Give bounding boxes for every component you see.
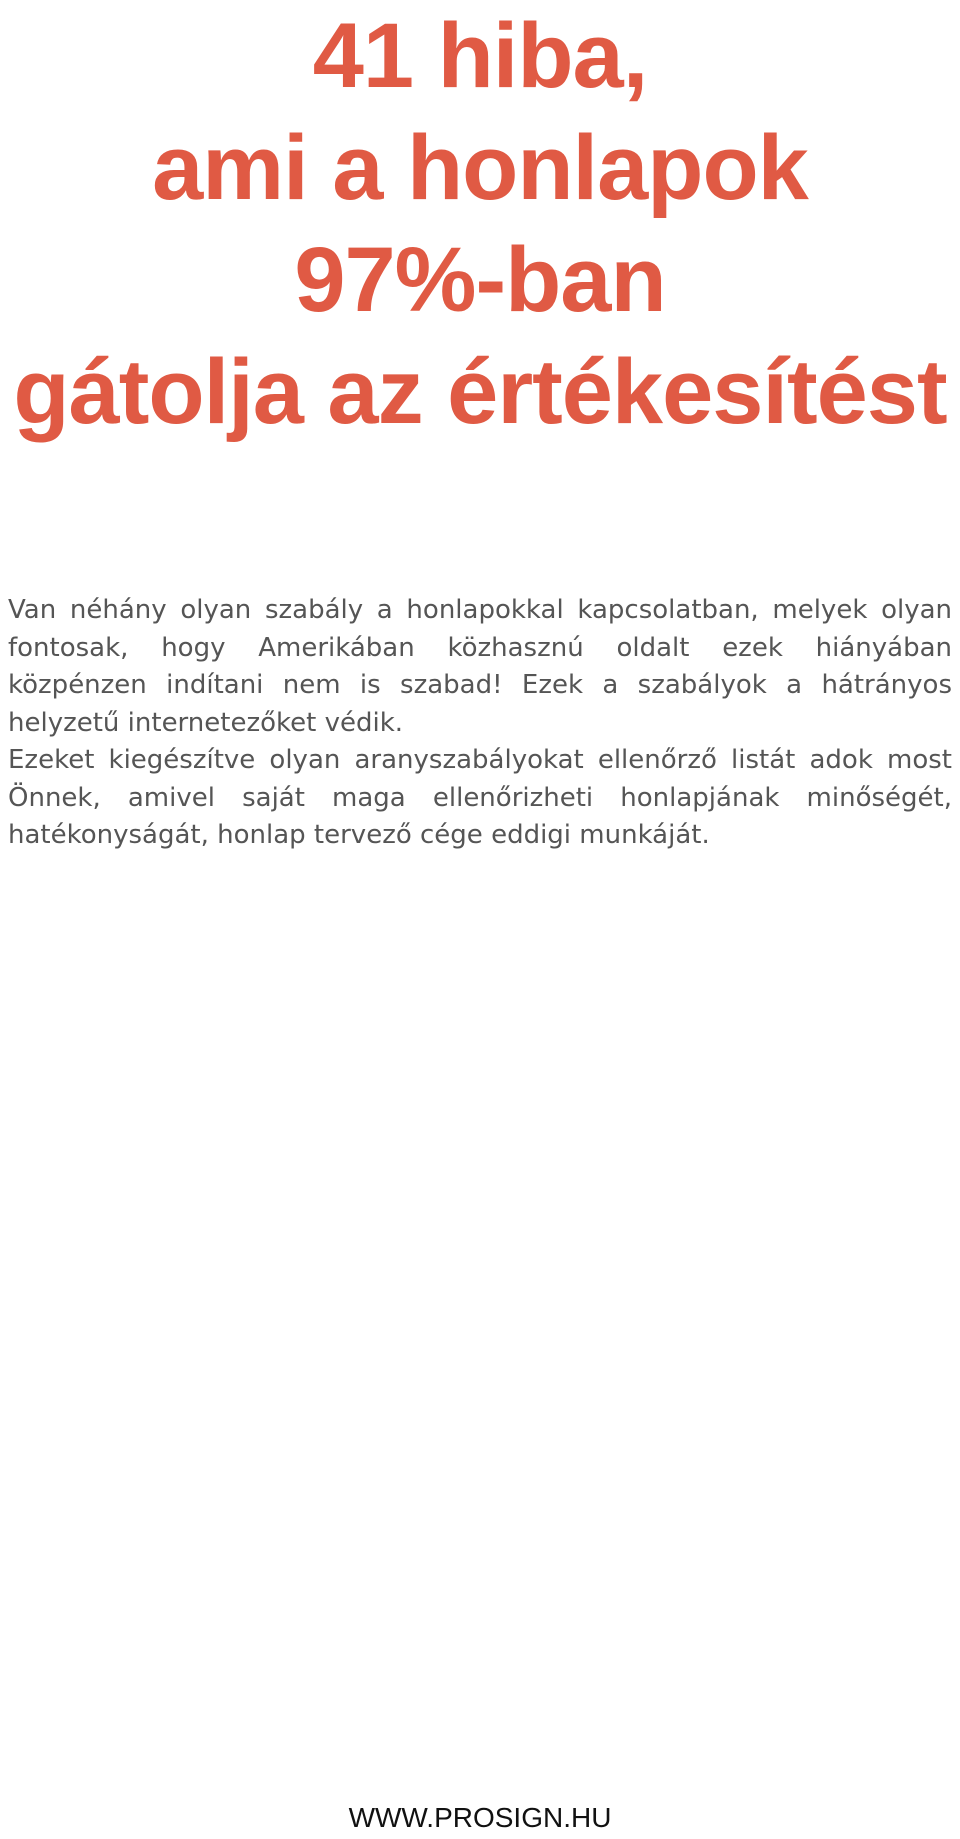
- footer-url: WWW.PROSIGN.HU: [348, 1802, 612, 1833]
- intro-paragraph-2: Ezeket kiegészítve olyan aranyszabályokat ellenőrző listát adok most Önnek, amivel saját maga ellenőrizheti honlapjának minőségét, hatékonyságát, honlap tervező cége eddigi munkáját.: [8, 745, 952, 850]
- title-line-1: 41 hiba,: [312, 5, 648, 107]
- page-title: [0, 0, 960, 448]
- title-line-2: ami a honlapok: [152, 117, 808, 219]
- title-line-4: gátolja az értékesítést: [13, 341, 947, 443]
- intro-paragraph-1: Van néhány olyan szabály a honlapokkal kapcsolatban, melyek olyan fontosak, hogy Amerikában közhasznú oldalt ezek hiányában közpénzen indítani nem is szabad! Ezek a szabályok a hátrányos helyzetű internetezőket védik.: [8, 595, 952, 738]
- intro-text: [8, 592, 952, 855]
- title-line-3: 97%-ban: [294, 229, 666, 331]
